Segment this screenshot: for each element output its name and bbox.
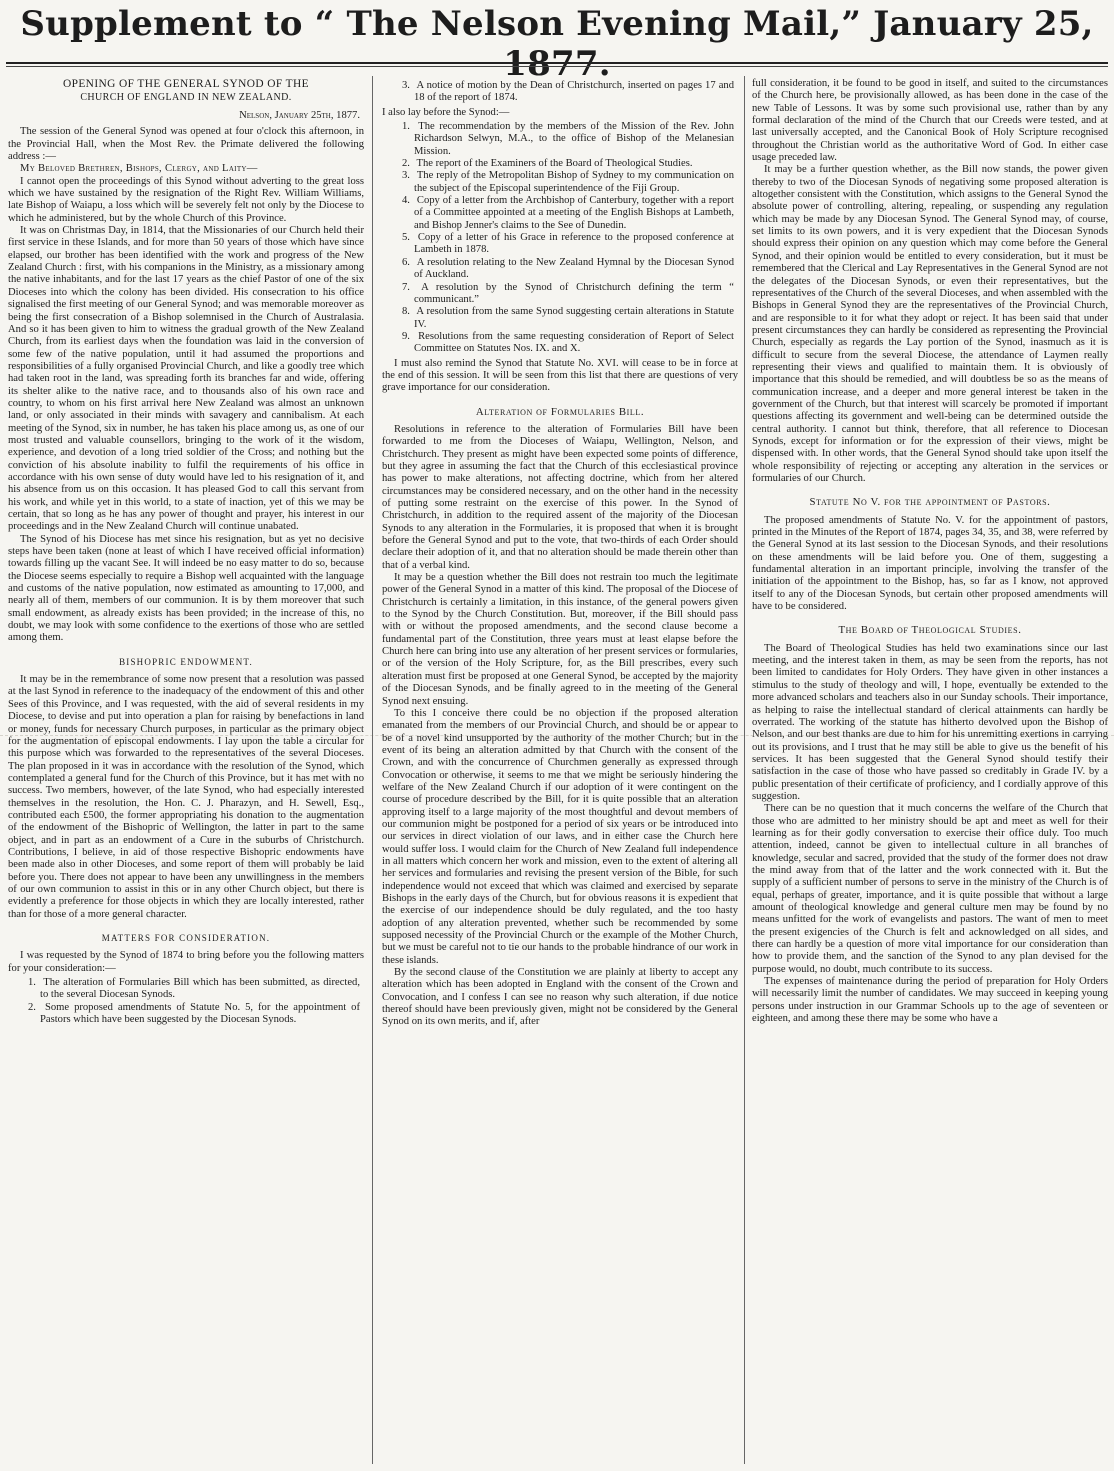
synod-items-list [382,121,738,356]
list-item: 2. Some proposed amendments of Statute No. 5, for the appointment of Pastors which have been suggested by the Diocesan Synods. [28,1001,360,1026]
list-item: 1. The recommendation by the members of the Mission of the Rev. John Richardson Selwyn, M.A., to the office of Bishop of the Melanesian Mission. [402,121,734,157]
section-heading-formularies: Alteration of Formularies Bill. [475,405,645,418]
masthead-rule-thin [6,66,1108,67]
column-3 [752,78,1108,1463]
masthead-rule [6,62,1108,64]
paragraph: To this I conceive there could be no objection if the proposed alteration emanated from the members of our Provincial Church, and should be or appear to be of a novel kind unsupported by the authority of the mother Church; but in the event of its being an alteration admitted by that Church with the consent of the Crown, and with the concurrence of Churchmen generally as expressed through Convocation or otherwise, it seems to me that we might be seriously hindering the welfare of the New Zealand Church if our adoption of it were contingent on the course of procedure described by the Bill, for it is quite possible that an alteration approving itself to a large majority of the most thoughtful and devout members of our communion might be postponed for a period of six years or be introduced into our services in direct violation of our laws, and in either case the Church here would suffer loss. I would claim for the Church of New Zealand full independence in all matters which concern her work and mission, even to the extent of altering all her services and formularies and revising the present version of the Bible, for such independence would not exceed that which was claimed and exercised by separate Bishops in the early days of the Church, but for obvious reasons it is expedient that the exercise of our independence should be duly regulated, and the too hasty adoption of any alteration prevented, whether such be recommended by some supposed necessity of the Provincial Church or the example of the Mother Church, but we must be careful not to tie our hands to the probable hindrance of our work in these islands. [382,707,738,966]
paragraph: The proposed amendments of Statute No. V. for the appointment of pastors, printed in the Minutes of the Report of 1874, pages 34, 35, and 38, were referred by the General Synod at its last session to the Diocesan Synods, and their resolutions on these amendments will be laid before you. One of them, suggesting a fundamental alteration in an important principle, involving the transfer of the initiation of the appointment to the Bishop, has, so far as I know, not approved itself to any of the Diocesan Synods, but certain other proposed amendments will have to be considered. [752,514,1108,613]
section-heading-statute: Statute No V. for the appointment of Pastors. [809,496,1051,509]
list-item: 1. The alteration of Formularies Bill which has been submitted, as directed, to the several Diocesan Synods. [28,977,360,1001]
paragraph: I was requested by the Synod of 1874 to bring before you the following matters for your consideration:— [8,950,364,974]
list-item: 4. Copy of a letter from the Archbishop of Canterbury, together with a report of a Committee appointed at a meeting of the English Bishops at Lambeth, and Bishop Jenner's claims to the See of Dunedin. [402,195,735,231]
list-item: 5. Copy of a letter of his Grace in reference to the proposed conference at Lambeth in 1878. [402,232,734,256]
dateline: Nelson, January 25th, 1877. [239,110,360,121]
article-heading-line2: CHURCH OF ENGLAND IN NEW ZEALAND. [80,92,292,103]
list-item: 8. A resolution from the same Synod suggesting certain alterations in Statute IV. [402,306,734,330]
paragraph: I cannot open the proceedings of this Synod without adverting to the great loss which we have sustained by the resignation of the Right Rev. William Williams, late Bishop of Waiapu, a loss which will be severely felt not only by the Diocese to which he administered, but by the whole Church of this Province. [8,175,364,224]
article-heading-line1: OPENING OF THE GENERAL SYNOD OF THE [62,78,310,90]
list-item: 7. A resolution by the Synod of Christchurch defining the term “ communicant.” [402,281,734,305]
section-heading-matters: MATTERS FOR CONSIDERATION. [101,933,271,943]
column-divider-2 [744,76,745,1464]
paragraph: Resolutions in reference to the alteration of Formularies Bill have been forwarded to me from the Dioceses of Waiapu, Wellington, Nelson, and Christchurch. They present as might have been expected some points of difference, but they agree in assuming the fact that the Church of this ecclesiastical province has power to make alterations, not affecting doctrine, which from her altered circumstances may be considered necessary, and on the other hand in the necessity of putting some restraint on the exercise of this power. In the Synod of Christchurch, in addition to the required assent of the majority of the Diocesan Synods to any alteration in the Formularies, it is proposed that when it is brought before the General Synod and put to the vote, that two-thirds of each Order should declare their adoption of it, and that no alteration should be made therein other than that of a verbal kind. [382,423,738,571]
paragraph: The Synod of his Diocese has met since his resignation, but as yet no decisive steps have been taken (none at least of which I have received official information) towards filling up the vacant See. It will indeed be no easy matter to do so, because the Diocese seems especially to require a Bishop well acquainted with the language and customs of the native population, now estimated as amounting to 17,000, and nearly all of them, members of our communion. It is by them moreover that such small endowment, as already exists has been provided; in the increase of this, no doubt, we may look with some confidence to the exertions of those who are settled among them. [8,533,364,644]
column-1 [8,78,364,1463]
paragraph: The expenses of maintenance during the period of preparation for Holy Orders will necessarily limit the number of candidates. We may succeed in keeping young persons under instruction in our Grammar Schools up to the age of seventeen or eighteen, and among these there may be some who have a [752,976,1108,1025]
matters-list [8,977,364,1026]
paragraph: It may be in the remembrance of some now present that a resolution was passed at the last Synod in reference to the inadequacy of the endowment of this and other Sees of this Province, and I was requested, with the aid of several residents in my Diocese, to devise and put into operation a plan for raising by benefactions in land or money, funds for necessary Church purposes, in particular as the primary object for the augmentation of episcopal endowments. I lay upon the table a circular for this purpose which was forwarded to the representatives of the several Dioceses. The plan proposed in it was in accordance with the resolution of the Synod, which contemplated a general fund for the Church of this Province, but it has met with no success. Two members, however, of the late Synod, who had especially interested themselves in the resolution, the Hon. C. J. Pharazyn, and H. Sewell, Esq., contributed each £500, the former appropriating his donation to the augmentation of the endowment of the Bishopric of Wellington, the latter in part to the same object, and in part as an endowment of a Cure in the suburbs of Christchurch. Contributions, I believe, in aid of those respective Bishopric endowments have been made also in other Dioceses, and some report of them will probably be laid before you. There does not appear to have been any unwillingness in the members of our own communion to assist in this or in any other Church object, but there is evidently a preference for those objects in which they are locally interested, rather than for those of a more general character. [8,674,364,920]
paper-fold-mark [0,735,1114,736]
paragraph: I also lay before the Synod:— [382,106,510,118]
paragraph: By the second clause of the Constitution we are plainly at liberty to accept any alteration which has been adopted in England with the consent of the Crown and Convocation, and I confess I can see no reason why such alteration, if due notice thereof should have been previously given, might not be considered by the General Synod on its own merits, and if, after [382,967,738,1028]
paragraph: The Board of Theological Studies has held two examinations since our last meeting, and the interest taken in them, as may be seen from the reports, has not been limited to candidates for Holy Orders. They have given in other instances a stimulus to the study of theology and will, I hope, eventually be extended to the more advanced scholars and teachers also in our Sunday schools. Their importance, as helping to raise the intellectual standard of clerical attainments can hardly be overrated. The working of the statute has hitherto devolved upon the Bishop of Nelson, and our best thanks are due to him for his unremitting exertions in carrying out its provisions, and I trust that he may still be able to give us the benefit of his services. It has been suggested that the General Synod should testify their satisfaction in the case of those who have passed so creditably in Grade IV. by a public presentation of their certificate of proficiency, and I cordially approve of this suggestion. [752,642,1108,802]
paragraph: I must also remind the Synod that Statute No. XVI. will cease to be in force at the end of this session. It will be seen from this list that there are questions of very grave importance for our consideration. [382,357,738,394]
list-item: 9. Resolutions from the same requesting consideration of Report of Select Committee on Statutes Nos. IX. and X. [402,330,734,355]
list-item: 2. The report of the Examiners of the Board of Theological Studies. [402,158,693,170]
paragraph: There can be no question that it much concerns the welfare of the Church that those who are admitted to her ministry should be apt and meet as well for their learning as for their godly conversation to exercise their office duly. Too much attention, indeed, cannot be given to intellectual culture in all branches of knowledge, secular and sacred, provided that the study of the former does not draw the mind away from that of the latter and the work connected with it. But the supply of a sufficient number of persons to serve in the ministry of the Church is of equal, perhaps of greater, importance, and it is quite possible that without a large amount of theological knowledge and general culture men may be found by no means unfitted for the work of evangelists and pastors. The want of men to meet the present exigencies of the Church is felt and acknowledged on all sides, and there can hardly be a question of more vital importance for our consideration than how to provide them, and the sanction of the Synod to any plan devised for the purpose would, no doubt, much contribute to its success. [752,803,1108,975]
intro-paragraph: The session of the General Synod was opened at four o'clock this afternoon, in the Provincial Hall, when the Most Rev. the Primate delivered the following address :— [8,126,364,163]
paragraph: It was on Christmas Day, in 1814, that the Missionaries of our Church held their first service in these Islands, and for more than 50 years of those which have since elapsed, our brother has been identified with the work and progress of the New Zealand Church : first, with his companions in the Ministry, as a missionary among the native inhabitants, and for the last 17 years as the chief Pastor of one of the six Dioceses into which the colony has been divided. His consecration to his office signalised the first meeting of our General Synod; and was memorable moreover as being the first consecration of a Bishop solemnised in the Church of Australasia. And so it has been given to him to witness the gradual growth of the New Zealand Church, from its earliest days when the foundation was laid in the conversion of some few of the native population, until it had assumed the proportions and responsibilities of a fully organised Provincial Church, and like a goodly tree which had taken root in the land, was spreading forth its branches far and wide, offering its shelter alike to the native race, and to thousands also of his own race and country, to whom on his first arrival here New Zealand was almost an unknown land, or only associated in their minds with savagery and cannibalism. At each meeting of the Synod, six in number, he has taken his place among us, as one of our most trusted and valuable counsellors, bringing to the work of it the wisdom, experience, and devotion of a long tried soldier of the Cross; and nothing but the conviction of his absolute inability to fulfil the requirements of his office in accordance with his own sense of duty would have led to his resignation of it, and his absence from us on this occasion. It has pleased God to call this servant from his work, and while yet in this world, to a state of inaction, yet of this we may be certain, that so long as he has any power of thought and prayer, his interest in our proceedings and in the New Zealand Church will continue unabated. [8,225,364,533]
salutation: My Beloved Brethren, Bishops, Clergy, and Laity— [20,163,258,175]
column-divider-1 [372,76,373,1464]
masthead-title: Supplement to “ The Nelson Evening Mail,” January 25, 1877. [20,4,1094,84]
list-item: 3. A notice of motion by the Dean of Christchurch, inserted on pages 17 and 18 of the report of 1874. [402,80,734,104]
section-heading-board: The Board of Theological Studies. [838,624,1022,637]
list-item: 6. A resolution relating to the New Zealand Hymnal by the Diocesan Synod of Auckland. [402,256,734,281]
article-heading [8,78,364,104]
column-2 [382,78,738,1463]
paragraph: full consideration, it be found to be good in itself, and suited to the circumstances of the Church here, be provisionally allowed, as has been done in the case of the new Table of Lessons. It was by some such provisional use, rather than by any formal declaration of the mind of the Church that our Creeds were tested, and at last universally accepted, and the Canonical Book of Holy Scripture recognised throughout the Christian world as the authoritative Word of God. In either case usage preceded law. [752,78,1108,164]
section-heading-bishopric: BISHOPRIC ENDOWMENT. [119,656,253,667]
paragraph: It may be a further question whether, as the Bill now stands, the power given thereby to two of the Diocesan Synods of negativing some proposed alteration is altogether consistent with the Constitution, which assigns to the General Synod the absolute power of controlling, altering, repealing, or suspending any regulation which may be made by any Diocesan Synod. The General Synod may, of course, set limits to its own powers, and it is very expedient that the Diocesan Synods should express their opinion on any question which may come before the General Synod, and their opinion would be entitled to every consideration, but it must be remembered that the Clerical and Lay Representatives in the General Synod are not the delegates of the Diocesan Synods, or even their representatives, but the representatives of the Church of the several Dioceses, and when assembled with the Bishops in General Synod they are the representatives of the Provincial Church, and are responsible to it for what they adopt or reject. It has been said that under present circumstances they can hardly be considered as representing the Provincial Church, especially as regards the Lay portion of the Synod, inasmuch as it is difficult to secure from the several Diocese, the attendance of Laymen really representing their views and qualified to maintain them. It is obviously of importance that this should be remedied, and will doubtless be so as the means of communication increase, and a deeper and more general interest be taken in the government of the Church, but that interest will scarcely be promoted if important questions affecting its government and well-being can be determined outside the central authority. I cannot but think, therefore, that all reference to Diocesan Synods, except for information or for the expression of their views, might be dispensed with. In other words, that the General Synod should take upon itself the whole responsibility of rejecting or accepting any alteration in the services or formularies of our Church. [752,164,1108,484]
matters-list-continued [382,80,738,105]
paragraph: It may be a question whether the Bill does not restrain too much the legitimate power of the General Synod in a matter of this kind. The proposal of the Diocese of Christchurch is certainly a limitation, in this instance, of the general powers given to the Synod by the Church Constitution. But, moreover, if the Bill should pass with or without the proposed amendments, and the second clause become a fundamental part of the Constitution, three years must at least elapse before the Church here can bring into use any alteration of her present services or formularies, or of the version of the Holy Scripture, for, as the Bill prescribes, every such alteration must first be proposed at one General Synod, be accepted by the majority of the Diocesan Synods, and be finally agreed to in the meeting of the General Synod next ensuing. [382,572,738,707]
list-item: 3. The reply of the Metropolitan Bishop of Sydney to my communication on the subject of the Episcopal superintendence of the Fiji Group. [402,170,734,194]
